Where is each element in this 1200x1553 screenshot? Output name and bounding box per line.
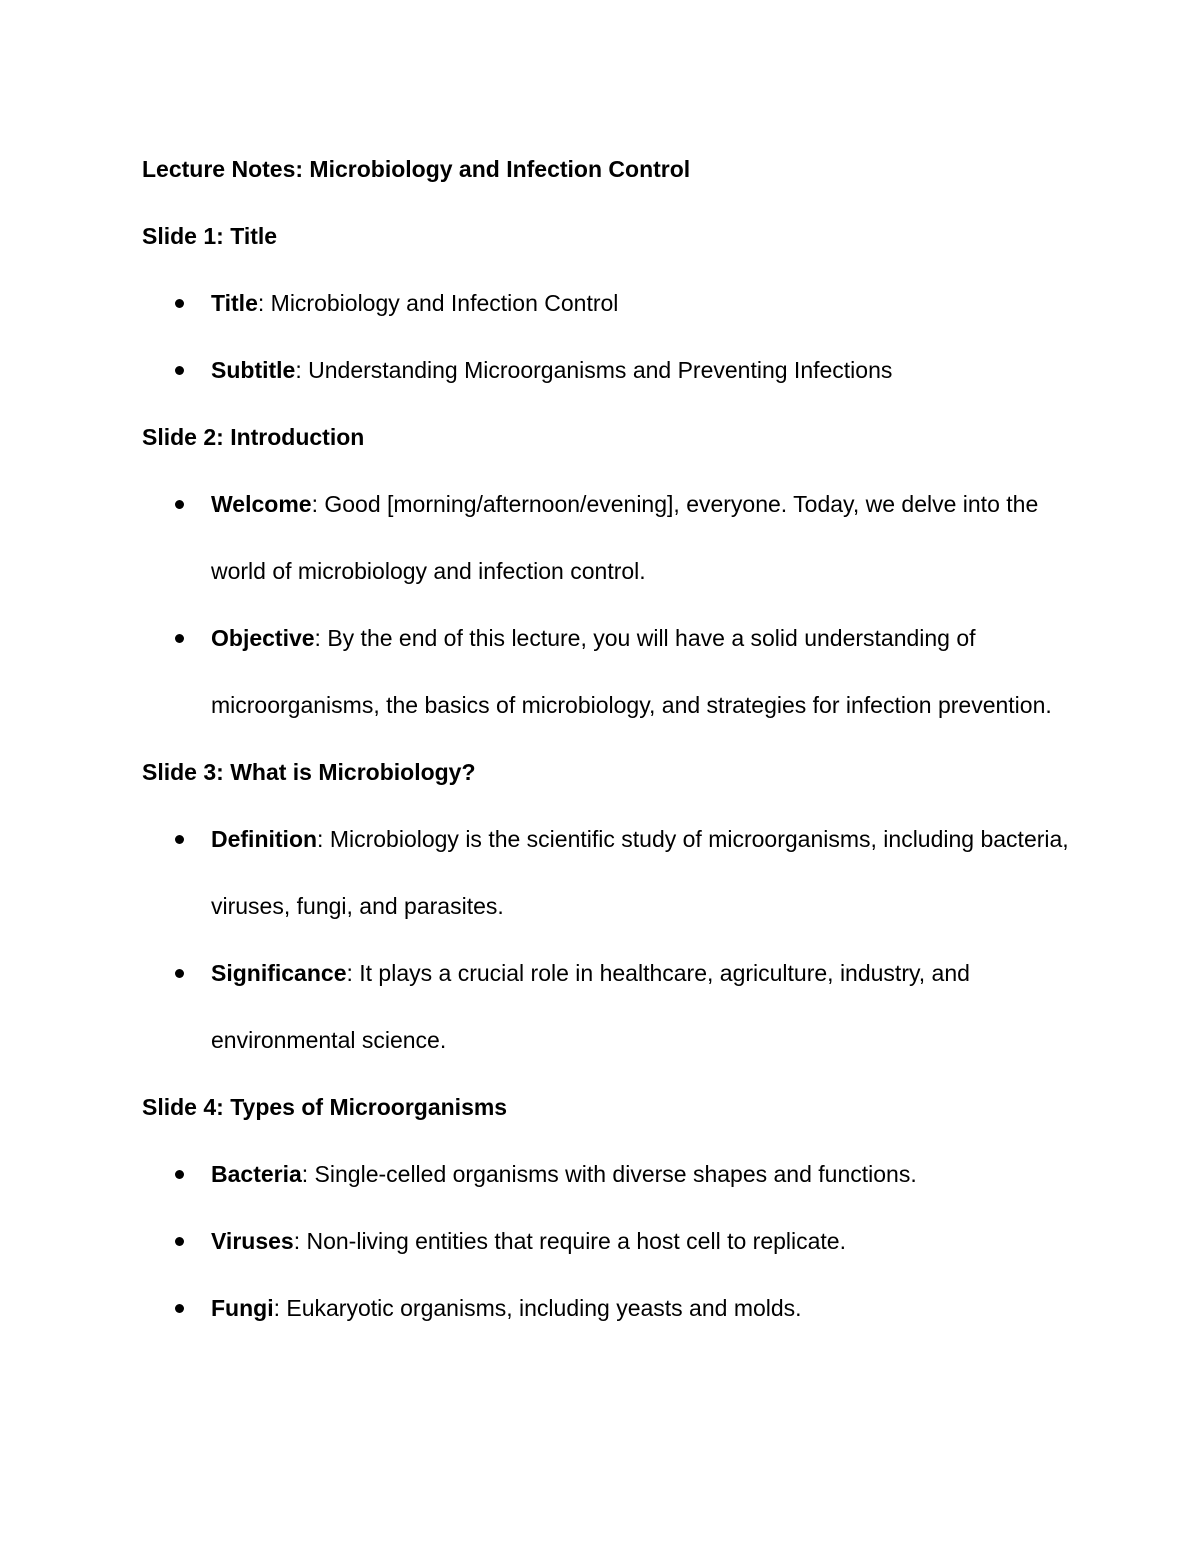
bullet-text: : It plays a crucial role in healthcare, agriculture, industry, and environmental science. bbox=[211, 960, 970, 1053]
list-item bbox=[142, 1141, 1072, 1208]
document-body bbox=[142, 136, 1072, 1342]
bullet-text: : Eukaryotic organisms, including yeasts and molds. bbox=[273, 1295, 802, 1321]
bullet-icon bbox=[175, 835, 184, 844]
list-item bbox=[142, 940, 1072, 1074]
bullet-text: : Microbiology is the scientific study of microorganisms, including bacteria, viruses, fungi, and parasites. bbox=[211, 826, 1069, 919]
list-item bbox=[142, 605, 1072, 739]
section-heading: Slide 4: Types of Microorganisms bbox=[142, 1094, 508, 1120]
bullet-term: Welcome bbox=[211, 491, 312, 517]
bullet-icon bbox=[175, 1304, 184, 1313]
list-item bbox=[142, 337, 1072, 404]
section-slide-1 bbox=[142, 203, 1072, 404]
bullet-icon bbox=[175, 500, 184, 509]
bullet-text: : Non-living entities that require a host cell to replicate. bbox=[293, 1228, 846, 1254]
list-item bbox=[142, 1208, 1072, 1275]
bullet-text: : Microbiology and Infection Control bbox=[257, 290, 619, 316]
bullet-term: Subtitle bbox=[211, 357, 296, 383]
bullet-icon bbox=[175, 299, 184, 308]
bullet-term: Bacteria bbox=[211, 1161, 302, 1187]
bullet-term: Viruses bbox=[211, 1228, 294, 1254]
bullet-icon bbox=[175, 1237, 184, 1246]
bullet-term: Fungi bbox=[211, 1295, 274, 1321]
bullet-term: Significance bbox=[211, 960, 347, 986]
bullet-text: : Single-celled organisms with diverse shapes and functions. bbox=[301, 1161, 917, 1187]
list-item bbox=[142, 1275, 1072, 1342]
bullet-term: Definition bbox=[211, 826, 318, 852]
bullet-list bbox=[142, 270, 1072, 404]
section-slide-2 bbox=[142, 404, 1072, 739]
bullet-list bbox=[142, 806, 1072, 1074]
bullet-term: Title bbox=[211, 290, 258, 316]
section-heading: Slide 1: Title bbox=[142, 223, 278, 249]
section-slide-4 bbox=[142, 1074, 1072, 1342]
bullet-term: Objective bbox=[211, 625, 315, 651]
section-slide-3 bbox=[142, 739, 1072, 1074]
bullet-text: : By the end of this lecture, you will have a solid understanding of microorganisms, the basics of microbiology, and strategies for infection prevention. bbox=[211, 625, 1052, 718]
list-item bbox=[142, 806, 1072, 940]
bullet-icon bbox=[175, 634, 184, 643]
list-item bbox=[142, 471, 1072, 605]
bullet-icon bbox=[175, 366, 184, 375]
bullet-icon bbox=[175, 969, 184, 978]
bullet-icon bbox=[175, 1170, 184, 1179]
bullet-list bbox=[142, 471, 1072, 739]
bullet-list bbox=[142, 1141, 1072, 1342]
list-item bbox=[142, 270, 1072, 337]
document-title: Lecture Notes: Microbiology and Infection Control bbox=[142, 156, 691, 182]
bullet-text: : Understanding Microorganisms and Preventing Infections bbox=[295, 357, 893, 383]
bullet-text: : Good [morning/afternoon/evening], everyone. Today, we delve into the world of microbiology and infection control. bbox=[211, 491, 1039, 584]
section-heading: Slide 3: What is Microbiology? bbox=[142, 759, 476, 785]
section-heading: Slide 2: Introduction bbox=[142, 424, 365, 450]
